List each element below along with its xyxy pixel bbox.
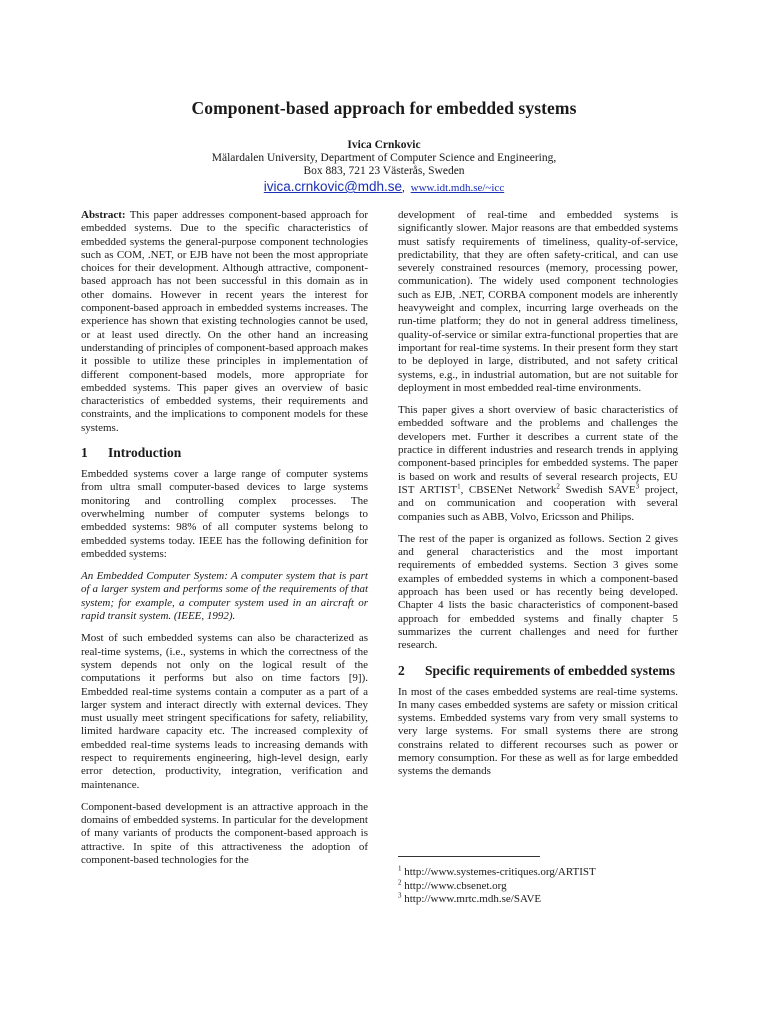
- author-name: Ivica Crnkovic: [347, 139, 421, 151]
- contact-links: [0, 179, 768, 194]
- footnotes: [398, 866, 678, 907]
- abstract-label: Abstract:: [81, 209, 126, 221]
- right-paragraph-2-part-a: This paper gives a short overview of basic characteristics of embedded software and the problems and challenges the developers met. Further it describes a current state of the practice in different industries and research trends in applying component-based principles for embedded systems. The paper is based on work and results of several research projects, EU IST ARTIST: [398, 404, 678, 496]
- footnote-ref-3: 3: [635, 482, 640, 491]
- right-paragraph-3: The rest of the paper is organized as follows. Section 2 gives and general characteristics and the most important requirements of embedded systems. Section 3 gives some examples of embedded systems in which a component-based approach has been used or has recently being developed. Chapter 4 lists the basic characteristics of component-based approach for embedded systems and finally chapter 5 summarizes the current challenges and need for further research.: [398, 532, 678, 652]
- footnote-3-url[interactable]: http://www.mrtc.mdh.se/SAVE: [404, 893, 542, 905]
- right-paragraph-2-part-c: Swedish SAVE: [559, 483, 636, 496]
- footnote-2: [398, 877, 678, 894]
- right-paragraph-2-part-d: project, and on communication and cooperation with several companies such as ABB, Volvo, Ericsson and Philips.: [398, 483, 678, 523]
- link-separator: ,: [402, 182, 405, 194]
- ieee-definition: An Embedded Computer System: A computer system that is part of a larger system and performs some of the requirements of that system; for example, a computer system used in an aircraft or rapid transit system. (IEEE, 1992).: [81, 570, 368, 623]
- affiliation-line-2: Box 883, 721 23 Västerås, Sweden: [303, 165, 465, 177]
- section-1-title: Introduction: [108, 445, 182, 461]
- footnote-1-url[interactable]: http://www.systemes-critiques.org/ARTIST: [404, 866, 596, 878]
- section-1-heading: [81, 445, 368, 461]
- footnote-divider: [398, 856, 540, 857]
- section-1-number: 1: [81, 445, 88, 461]
- right-paragraph-4: In most of the cases embedded systems are real-time systems. In many cases embedded systems are safety or mission critical systems. Embedded systems vary from very small systems to very large systems. For small systems there are strong constrains related to different recourses such as power or memory consumption. For these as well as for large embedded systems the demands: [398, 685, 678, 778]
- footnote-2-url[interactable]: http://www.cbsenet.org: [404, 879, 507, 892]
- affiliation-line-1: Mälardalen University, Department of Computer Science and Engineering,: [211, 152, 557, 164]
- website-link[interactable]: www.idt.mdh.se/~icc: [410, 182, 505, 194]
- footnote-1-mark: 1: [398, 864, 402, 873]
- footnote-2-mark: 2: [398, 877, 402, 886]
- intro-paragraph-1: Embedded systems cover a large range of computer systems from ultra small computer-based devices to large systems monitoring and controlling complex processes. The overwhelming number of computer systems belongs to embedded systems: 98% of all computer systems belong to embedded systems today. IEEE has the following definition for embedded systems:: [81, 468, 368, 560]
- right-paragraph-1: development of real-time and embedded systems is significantly slower. Major reasons are that embedded systems must satisfy requirements of timeliness, quality-of-service, predictability, that they are often safety-critical, and can use severely constrained resources (memory, processing power, communication). The widely used component technologies such as EJB, .NET, CORBA component models are inherently heavyweight and complex, incurring large overheads on the run-time platform; they do not in general address timeliness, quality-of-service or similar extra-functional properties that are important for real-time systems. In their present form they start to be deployed in large, distributed, and not safety critical systems, e.g., in industrial automation, but are not suitable for deployment in most embedded real-time environments.: [398, 209, 678, 394]
- email-link[interactable]: ivica.crnkovic@mdh.se: [263, 179, 403, 194]
- intro-paragraph-2: Most of such embedded systems can also be characterized as real-time systems, (i.e., systems in which the correctness of the system depends not only on the logical result of the computations it performs but also on time factors [9]). Embedded real-time systems contain a computer as a part of a larger system and interact directly with external devices. They must usually meet stringent specifications for safety, reliability, limited hardware capacity etc. The increased complexity of embedded real-time systems leads to increasing demands with respect to requirements engineering, high-level design, early error detection, productivity, integration, verification and maintenance.: [81, 632, 368, 791]
- right-paragraph-2: [398, 404, 678, 524]
- abstract-text: This paper addresses component-based approach for embedded systems. Due to the specific characteristics of embedded systems the general-purpose component technologies such as COM, .NET, or EJB have not been the most appropriate choices for their development. Although attractive, component-based approach has not been successful in this domain as in other domains. However in recent years the interest for component-based approach in embedded systems increases. The experience has shown that existing technologies cannot be used, or at least used directly. On the other hand an increasing understanding of principles of component-based approach makes it possible to utilize these principles in implementation of different component-based models, more appropriate for embedded systems. This paper gives an overview of basic characteristics of embedded systems, their requirements and constraints, and the implications to component models for these systems.: [81, 209, 368, 434]
- footnote-ref-2: 2: [556, 482, 560, 491]
- intro-paragraph-3: Component-based development is an attractive approach in the domains of embedded systems. In particular for the development of many variants of products the component-based approach is attractive. In spite of this attractiveness the adoption of component-based technologies for the: [81, 800, 368, 867]
- right-paragraph-2-part-b: , CBSENet Network: [460, 483, 557, 496]
- abstract-paragraph: [81, 209, 368, 435]
- left-column: [81, 209, 368, 876]
- section-2-title: Specific requirements of embedded systems: [425, 662, 675, 678]
- footnote-3: [398, 893, 678, 907]
- footnote-1: [398, 866, 678, 880]
- section-2-number: 2: [398, 662, 405, 678]
- footnote-3-mark: 3: [398, 891, 402, 900]
- paper-title: Component-based approach for embedded systems: [191, 98, 577, 118]
- footnote-ref-1: 1: [457, 482, 461, 491]
- right-column: [398, 209, 678, 788]
- section-2-heading: [398, 663, 678, 679]
